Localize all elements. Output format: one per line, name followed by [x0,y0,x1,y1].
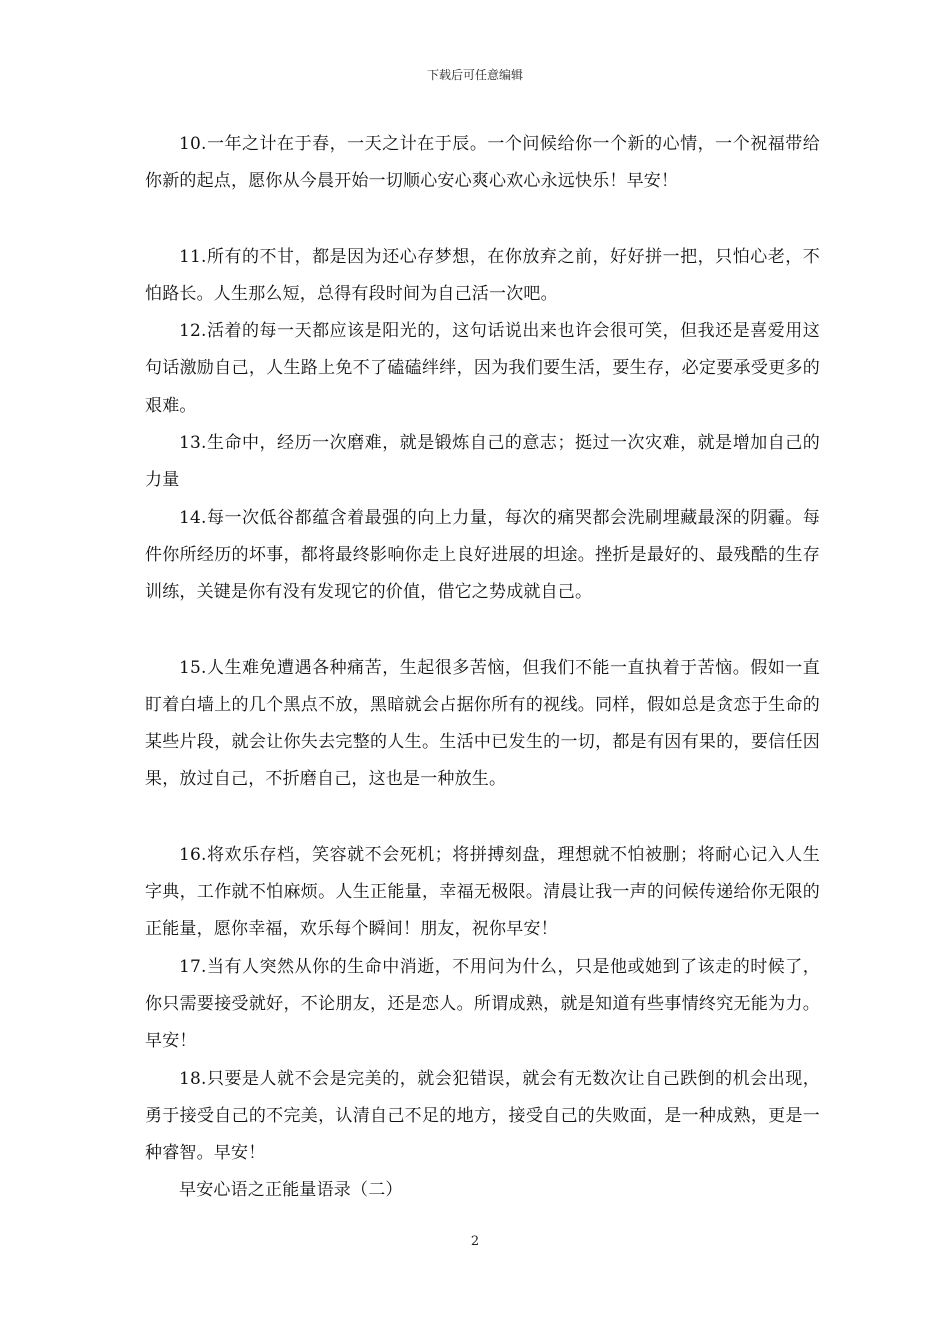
paragraph-11: 11.所有的不甘，都是因为还心存梦想，在你放弃之前，好好拼一把，只怕心老，不怕路长。人生那么短，总得有段时间为自己活一次吧。 [145,246,820,304]
paragraph-13: 13.生命中，经历一次磨难，就是锻炼自己的意志；挺过一次灾难，就是增加自己的力量 [145,433,820,491]
paragraph-12: 12.活着的每一天都应该是阳光的，这句话说出来也许会很可笑，但我还是喜爱用这句话激励自己，人生路上免不了磕磕绊绊，因为我们要生活，要生存，必定要承受更多的艰难。 [145,321,820,416]
section-heading: 早安心语之正能量语录（二） [179,1180,403,1201]
paragraph-15: 15.人生难免遭遇各种痛苦，生起很多苦恼，但我们不能一直执着于苦恼。假如一直盯着白墙上的几个黑点不放，黑暗就会占据你所有的视线。同样，假如总是贪恋于生命的某些片段，就会让你失去完整的人生。生活中已发生的一切，都是有因有果的，要信任因果，放过自己，不折磨自己，这也是一种放生。 [145,657,820,790]
page-number: 2 [470,1234,480,1249]
paragraph-18: 18.只要是人就不会是完美的，就会犯错误，就会有无数次让自己跌倒的机会出现，勇于接受自己的不完美，认清自己不足的地方，接受自己的失败面，是一种成熟，更是一种睿智。早安！ [145,1068,820,1164]
paragraph-14: 14.每一次低谷都蕴含着最强的向上力量，每次的痛哭都会洗刷埋藏最深的阴霾。每件你所经历的坏事，都将最终影响你走上良好进展的坦途。挫折是最好的、最残酷的生存训练，关键是你有没有发现它的价值，借它之势成就自己。 [145,507,820,603]
document-body [145,126,820,1210]
paragraph-10: 10.一年之计在于春，一天之计在于辰。一个问候给你一个新的心情，一个祝福带给你新的起点，愿你从今晨开始一切顺心安心爽心欢心永远快乐！早安！ [145,134,820,192]
paragraph-17: 17.当有人突然从你的生命中消逝，不用问为什么，只是他或她到了该走的时候了，你只需要接受就好，不论朋友，还是恋人。所谓成熟，就是知道有些事情终究无能为力。早安！ [145,956,820,1052]
paragraph-16: 16.将欢乐存档，笑容就不会死机；将拼搏刻盘，理想就不怕被删；将耐心记入人生字典，工作就不怕麻烦。人生正能量，幸福无极限。清晨让我一声的问候传递给你无限的正能量，愿你幸福，欢乐每个瞬间！朋友，祝你早安！ [145,844,820,940]
header-note: 下载后可任意编辑 [426,68,523,82]
